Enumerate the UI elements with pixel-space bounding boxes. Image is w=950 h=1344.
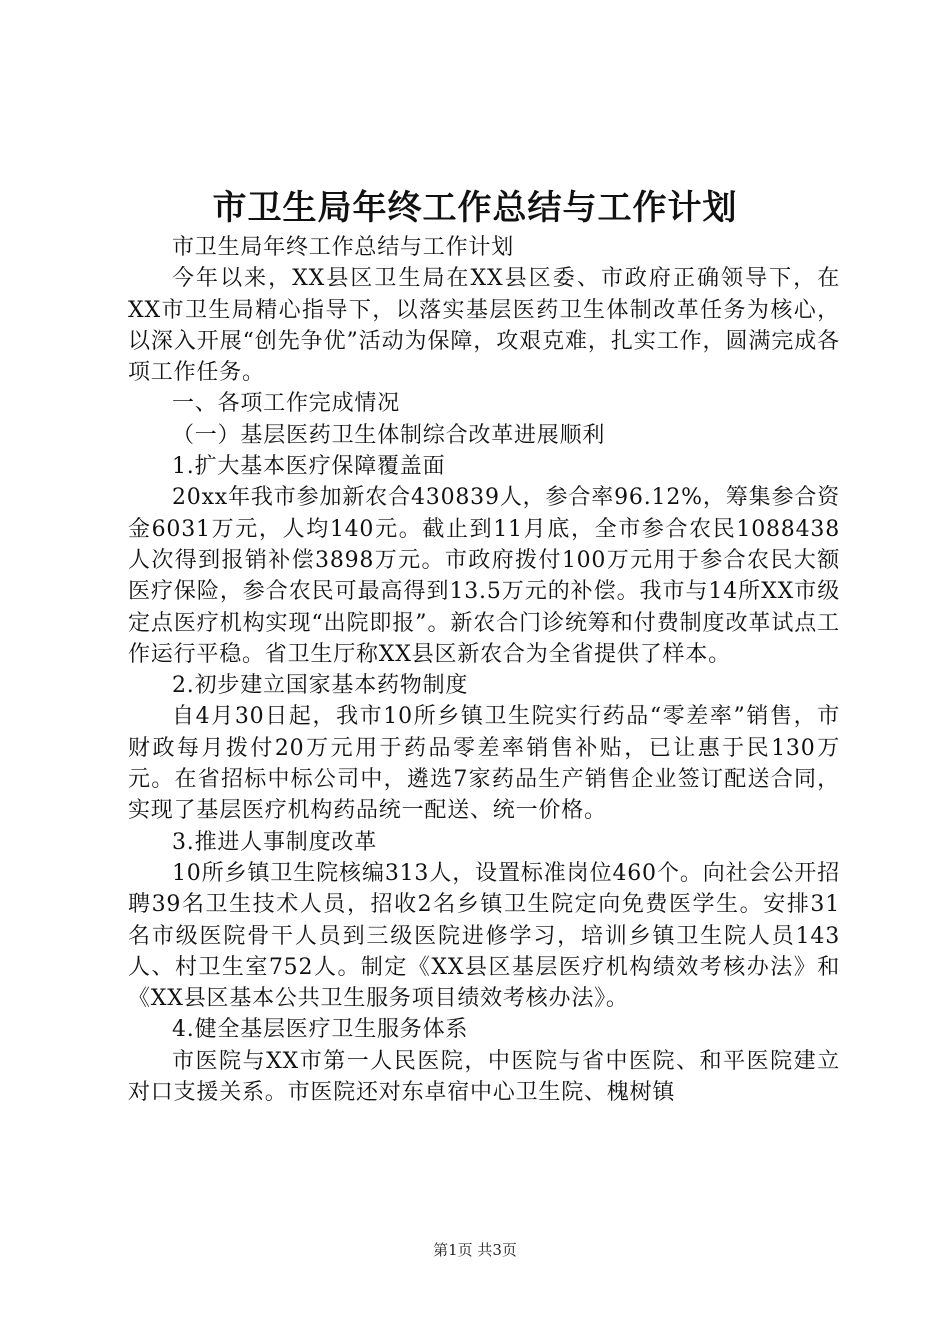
paragraph-4: 市医院与XX市第一人民医院，中医院与省中医院、和平医院建立对口支援关系。市医院还对东卓宿中心卫生院、槐树镇 (128, 1048, 840, 1106)
paragraph-intro: 今年以来，XX县区卫生局在XX县区委、市政府正确领导下，在XX市卫生局精心指导下，以落实基层医药卫生体制改革任务为核心，以深入开展“创先争优”活动为保障，攻艰克难，扎实工作，圆满完成各项工作任务。 (128, 266, 840, 386)
paragraph-subtitle: 市卫生局年终工作总结与工作计划 (172, 235, 515, 260)
paragraph-1: 20xx年我市参加新农合430839人，参合率96.12%，筹集参合资金6031万元，人均140元。截止到11月底，全市参合农民1088438人次得到报销补偿3898万元。市政府拨付100万元用于参合农民大额医疗保险，参合农民可最高得到13.5万元的补偿。我市与14所XX市级定点医疗机构实现“出院即报”。新农合门诊统筹和付费制度改革试点工作运行平稳。省卫生厅称XX县区新农合为全省提供了样本。 (128, 485, 840, 667)
paragraph-3: 10所乡镇卫生院核编313人，设置标准岗位460个。向社会公开招聘39名卫生技术人员，招收2名乡镇卫生院定向免费医学生。安排31名市级医院骨干人员到三级医院进修学习，培训乡镇卫生院人员143人、村卫生室752人。制定《XX县区基层医疗机构绩效考核办法》和《XX县区基本公共卫生服务项目绩效考核办法》。 (128, 860, 840, 1012)
item-heading-1: 1.扩大基本医疗保障覆盖面 (172, 454, 446, 480)
page-footer: 第1页 共3页 (433, 1241, 517, 1259)
item-heading-3: 3.推进人事制度改革 (172, 829, 377, 855)
item-heading-2: 2.初步建立国家基本药物制度 (172, 673, 469, 699)
section-heading: 一、各项工作完成情况 (172, 391, 401, 417)
document-title: 市卫生局年终工作总结与工作计划 (212, 188, 738, 228)
paragraph-2: 自4月30日起，我市10所乡镇卫生院实行药品“零差率”销售，市财政每月拨付20万元用于药品零差率销售补贴，已让惠于民130万元。在省招标中标公司中，遴选7家药品生产销售企业签订配送合同，实现了基层医疗机构药品统一配送、统一价格。 (128, 704, 840, 824)
item-heading-4: 4.健全基层医疗卫生服务体系 (172, 1017, 469, 1043)
document-body (128, 232, 840, 1108)
subsection-heading: （一）基层医药卫生体制综合改革进展顺利 (172, 422, 606, 448)
